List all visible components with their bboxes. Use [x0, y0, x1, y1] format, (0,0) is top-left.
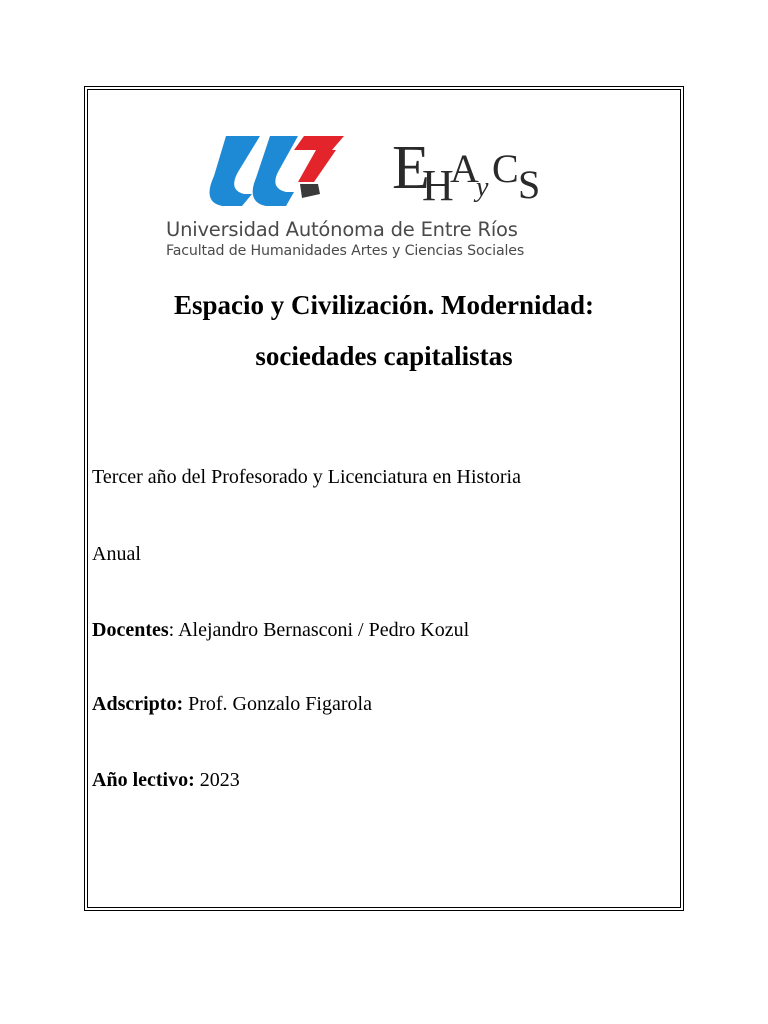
fhaycs-logo-icon — [388, 130, 558, 212]
course-duration: Anual — [92, 543, 141, 565]
document-title-line1: Espacio y Civilización. Modernidad: — [173, 290, 595, 320]
svg-text:C: C — [492, 146, 519, 191]
svg-text:A: A — [450, 146, 479, 191]
header-logos — [0, 0, 768, 270]
teachers-line — [92, 619, 469, 642]
university-name: Universidad Autónoma de Entre Ríos — [166, 218, 518, 241]
assistant-value: Prof. Gonzalo Figarola — [183, 693, 372, 715]
school-year-value: 2023 — [194, 769, 240, 791]
school-year-line — [92, 769, 240, 792]
faculty-name: Facultad de Humanidades Artes y Ciencias Sociales — [166, 243, 525, 259]
teachers-label: Docentes — [92, 619, 169, 641]
svg-text:E: E — [392, 134, 430, 202]
school-year-label: Año lectivo: — [92, 769, 195, 791]
uader-logo-icon — [208, 132, 348, 208]
svg-text:H: H — [422, 161, 454, 210]
assistant-line — [92, 693, 372, 716]
assistant-label: Adscripto: — [92, 693, 184, 715]
course-year-text: Tercer año del Profesorado y Licenciatura en Historia — [92, 466, 521, 488]
svg-text:S: S — [518, 162, 541, 207]
svg-text:y: y — [476, 172, 489, 203]
teachers-value: : Alejandro Bernasconi / Pedro Kozul — [168, 619, 470, 641]
document-title-line2: sociedades capitalistas — [255, 341, 513, 371]
